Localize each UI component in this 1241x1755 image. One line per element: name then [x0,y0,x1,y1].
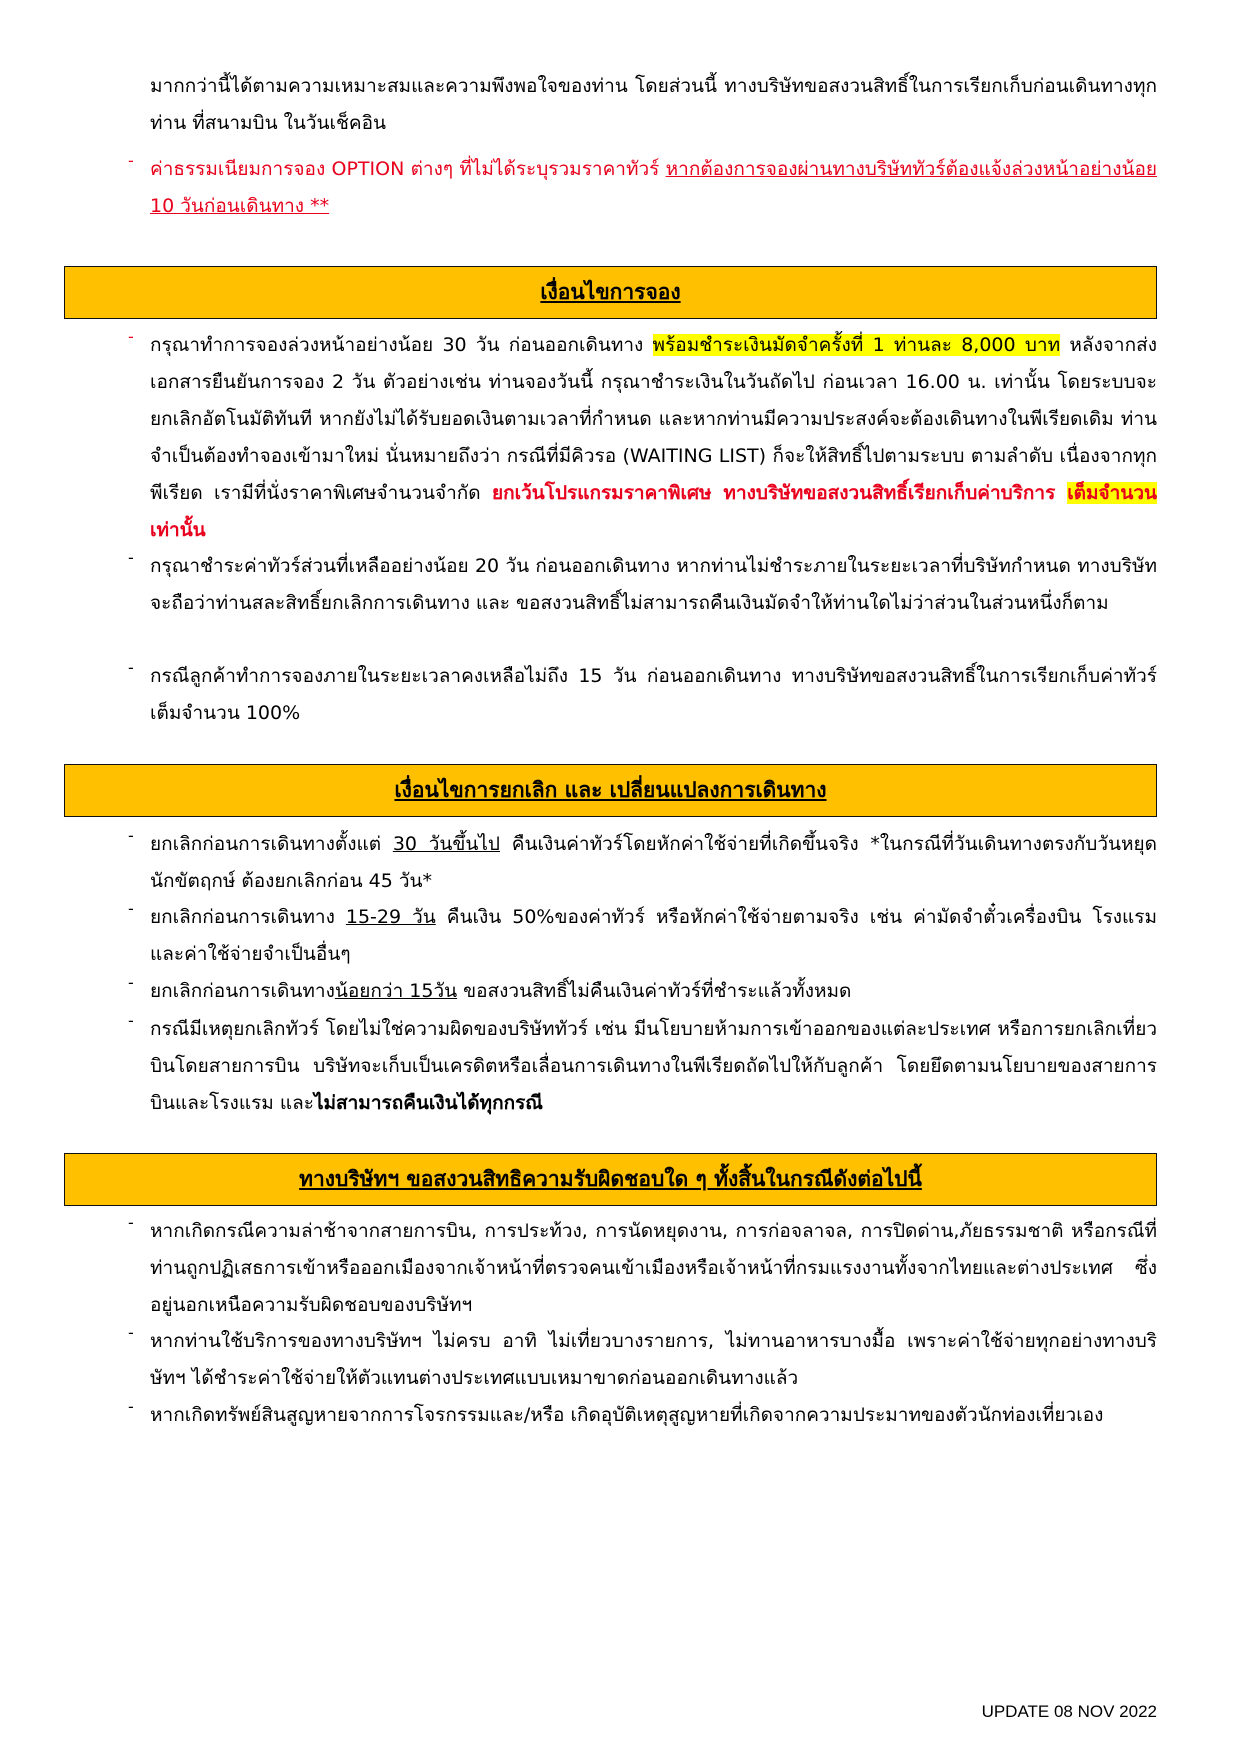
no-refund-note: ไม่สามารถคืนเงินได้ทุกกรณี [313,1092,543,1114]
full-amount-highlight: เต็มจำนวน [1067,482,1157,504]
bullet-dash: - [128,548,134,567]
bullet-dash: - [128,1323,134,1342]
cancel-15-29-text: ยกเลิกก่อนการเดินทาง 15-29 วัน คืนเงิน 50%ของค่าทัวร์ หรือหักค่าใช้จ่ายตามจริง เช่น ค่ามัดจำตั๋วเครื่องบิน โรงแรม และค่าใช้จ่ายจำเป็นอื่นๆ [150,906,1158,965]
booking-item-1 [128,327,1157,549]
cancel-under-15-text: ยกเลิกก่อนการเดินทางน้อยกว่า 15วัน ขอสงวนสิทธิ์ไม่คืนเงินค่าทัวร์ที่ชำระแล้วทั้งหมด [150,980,852,1002]
cancel-item-1 [128,826,1157,900]
intro-text: มากกว่านี้ได้ตามความเหมาะสมและความพึงพอใจของท่าน โดยส่วนนี้ ทางบริษัทขอสงวนสิทธิ์ในการเรียกเก็บก่อนเดินทางทุกท่าน ที่สนามบิน ในวันเช็คอิน [150,75,1157,134]
booking-item-3 [128,658,1157,732]
liability-section-header [64,1153,1157,1206]
option-fee-notice: หากต้องการจองผ่านทางบริษัททัวร์ต้องแจ้งล่วงหน้าอย่างน้อย 10 วันก่อนเดินทาง ** [150,158,1157,217]
booking-section-header [64,266,1157,319]
liability-item-1 [128,1213,1157,1324]
liability-section-title: ทางบริษัทฯ ขอสงวนสิทธิความรับผิดชอบใด ๆ ทั้งสิ้นในกรณีดังต่อไปนี้ [299,1167,922,1191]
option-fee-text: ค่าธรรมเนียมการจอง OPTION ต่างๆ ที่ไม่ได้ระบุรวมราคาทัวร์ หากต้องการจองผ่านทางบริษัททัวร์ต้องแจ้งล่วงหน้าอย่างน้อย 10 วันก่อนเดินทาง ** [150,158,1157,217]
liability-item-3 [128,1397,1157,1434]
cancel-item-4 [128,1011,1157,1122]
cancel-section-title: เงื่อนไขการยกเลิก และ เปลี่ยนแปลงการเดินทาง [394,778,827,802]
cancel-section-header [64,764,1157,817]
intro-paragraph [150,68,1157,142]
bullet-dash: - [128,826,134,845]
cancel-item-2 [128,899,1157,973]
booking-section-title: เงื่อนไขการจอง [540,280,681,304]
liability-loss-text: หากเกิดทรัพย์สินสูญหายจากการโจรกรรมและ/หรือ เกิดอุบัติเหตุสูญหายที่เกิดจากความประมาทของตัวนักท่องเที่ยวเอง [150,1404,1104,1426]
liability-item-2 [128,1323,1157,1397]
bullet-dash: - [128,1397,134,1416]
booking-balance-text: กรุณาชำระค่าทัวร์ส่วนที่เหลืออย่างน้อย 20 วัน ก่อนออกเดินทาง หากท่านไม่ชำระภายในระยะเวลาที่บริษัทกำหนด ทางบริษัทจะถือว่าท่านสละสิทธิ์ยกเลิกการเดินทาง และ ขอสงวนสิทธิ์ไม่สามารถคืนเงินมัดจำให้ท่านใดไม่ว่าส่วนในส่วนหนึ่งก็ตาม [150,555,1157,614]
update-date: UPDATE 08 NOV 2022 [981,1702,1157,1721]
bullet-dash: - [128,899,134,918]
booking-late-text: กรณีลูกค้าทำการจองภายในระยะเวลาคงเหลือไม่ถึง 15 วัน ก่อนออกเดินทาง ทางบริษัทขอสงวนสิทธิ์ในการเรียกเก็บค่าทัวร์เต็มจำนวน 100% [150,665,1157,724]
liability-delay-text: หากเกิดกรณีความล่าช้าจากสายการบิน, การประท้วง, การนัดหยุดงาน, การก่อจลาจล, การปิดด่าน,ภัยธรรมชาติ หรือกรณีที่ท่านถูกปฏิเสธการเข้าหรือออกเมืองจากเจ้าหน้าที่ตรวจคนเข้าเมืองหรือเจ้าหน้าที่กรมแรงงานทั้งจากไทยและต่างประเทศ ซึ่งอยู่นอกเหนือความรับผิดชอบของบริษัทฯ [150,1220,1157,1316]
booking-deposit-text: กรุณาทำการจองล่วงหน้าอย่างน้อย 30 วัน ก่อนออกเดินทาง พร้อมชำระเงินมัดจำครั้งที่ 1 ท่านละ 8,000 บาท หลังจากส่งเอกสารยืนยันการจอง 2 วัน ตัวอย่างเช่น ท่านจองวันนี้ กรุณาชำระเงินในวันถัดไป ก่อนเวลา 16.00 น. เท่านั้น โดยระบบจะยกเลิกอัตโนมัติทันที หากยังไม่ได้รับยอดเงินตามเวลาที่กำหนด และหากท่านมีความประสงค์จะต้องเดินทางในพีเรียดเดิม ท่านจำเป็นต้องทำจองเข้ามาใหม่ นั่นหมายถึงว่า กรณีที่มีคิวรอ (WAITING LIST) ก็จะให้สิทธิ์ไปตามระบบ ตามลำดับ เนื่องจากทุกพีเรียด เรามีที่นั่งราคาพิเศษจำนวนจำกัด ยกเว้นโปรแกรมราคาพิเศษ ทางบริษัทขอสงวนสิทธิ์เรียกเก็บค่าบริการ เต็มจำนวน เท่านั้น [150,334,1158,541]
liability-unused-service-text: หากท่านใช้บริการของทางบริษัทฯ ไม่ครบ อาทิ ไม่เที่ยวบางรายการ, ไม่ทานอาหารบางมื้อ เพราะค่าใช้จ่ายทุกอย่างทางบริษัทฯ ได้ชำระค่าใช้จ่ายให้ตัวแทนต่างประเทศแบบเหมาขาดก่อนออกเดินทางแล้ว [150,1330,1157,1389]
bullet-dash: - [128,1011,134,1030]
deposit-highlight: พร้อมชำระเงินมัดจำครั้งที่ 1 ท่านละ 8,000 บาท [652,334,1061,356]
special-program-note: ยกเว้นโปรแกรมราคาพิเศษ ทางบริษัทขอสงวนสิทธิ์เรียกเก็บค่าบริการ [491,482,1068,504]
bullet-dash: - [128,151,134,170]
cancel-30-days-text: ยกเลิกก่อนการเดินทางตั้งแต่ 30 วันขึ้นไป คืนเงินค่าทัวร์โดยหักค่าใช้จ่ายที่เกิดขึ้นจริง *ในกรณีที่วันเดินทางตรงกับวันหยุดนักขัตฤกษ์ ต้องยกเลิกก่อน 45 วัน* [150,833,1158,892]
bullet-dash: - [128,658,134,677]
cancel-item-3 [128,973,1157,1010]
cancel-force-majeure-text: กรณีมีเหตุยกเลิกทัวร์ โดยไม่ใช่ความผิดของบริษัททัวร์ เช่น มีนโยบายห้ามการเข้าออกของแต่ละประเทศ หรือการยกเลิกเที่ยวบินโดยสายการบิน บริษัทจะเก็บเป็นเครดิตหรือเลื่อนการเดินทางในพีเรียดถัดไปให้กับลูกค้า โดยยึดตามนโยบายของสายการบินและโรงแรม และไม่สามารถคืนเงินได้ทุกกรณี [150,1018,1157,1114]
bullet-dash: - [128,973,134,992]
bullet-dash: - [128,1213,134,1232]
option-fee-item [128,151,1157,225]
booking-item-2 [128,548,1157,622]
bullet-dash: - [128,327,134,346]
